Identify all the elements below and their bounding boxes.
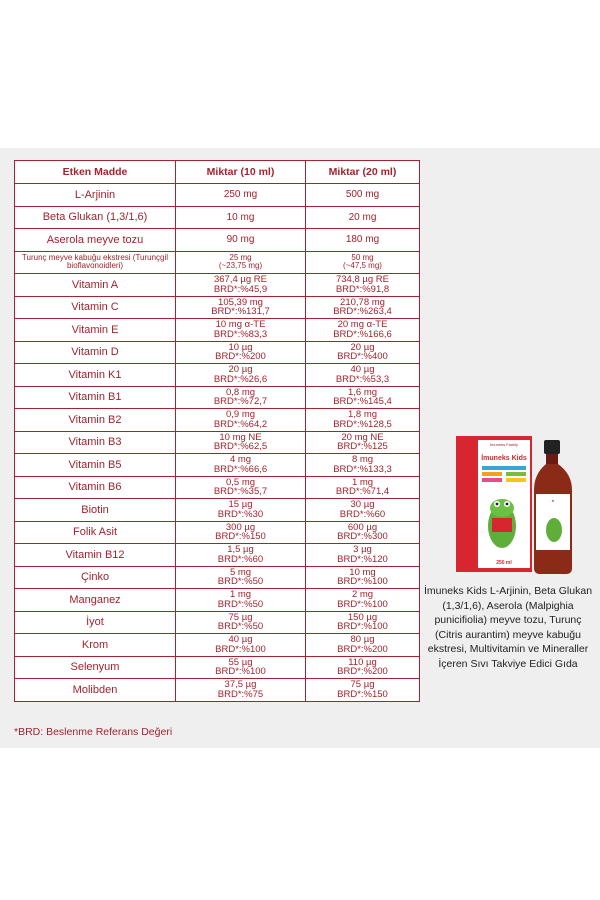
amount-10ml-cell (176, 634, 306, 657)
amount-value: 1 mg (229, 589, 252, 601)
amount-reference: BRD*:%131,7 (211, 306, 270, 318)
amount-value: 55 µg (228, 656, 253, 668)
amount-reference: BRD*:%60 (339, 508, 386, 520)
amount-10ml-cell (176, 679, 306, 702)
amount-value: 75 µg (228, 611, 253, 623)
amount-value: 4 mg (229, 454, 252, 466)
amount-value: 10 mg NE (219, 431, 262, 443)
amount-reference: BRD*:%26,6 (213, 373, 268, 385)
amount-value: 210,78 mg (340, 296, 385, 308)
amount-value: 2 mg (351, 589, 374, 601)
amount-reference: BRD*:%150 (215, 531, 266, 543)
amount-value: 25 mg (229, 253, 252, 263)
ingredient-name: Aserola meyve tozu (15, 229, 176, 252)
ingredient-name: Vitamin B1 (15, 386, 176, 409)
ingredient-name: Molibden (15, 679, 176, 702)
amount-value: 20 mg α-TE (337, 319, 388, 331)
amount-value: 150 µg (347, 611, 378, 623)
header-amount-20ml: Miktar (20 ml) (306, 161, 420, 184)
amount-10ml-cell (176, 364, 306, 387)
table-row (15, 521, 420, 544)
amount-10ml-cell (176, 521, 306, 544)
amount-value: 15 µg (228, 499, 253, 511)
amount-reference: BRD*:%120 (337, 553, 388, 565)
table-row (15, 251, 420, 274)
amount-value: 5 mg (229, 566, 252, 578)
amount-reference: BRD*:%100 (337, 576, 388, 588)
amount-20ml-cell (306, 656, 420, 679)
amount-value: 20 µg (350, 341, 375, 353)
amount-reference: BRD*:%75 (217, 688, 264, 700)
amount-reference: BRD*:%125 (337, 441, 388, 453)
amount-value: 3 µg (353, 544, 372, 556)
ingredient-name: Vitamin E (15, 319, 176, 342)
table-row (15, 341, 420, 364)
amount-10ml-cell (176, 589, 306, 612)
amount-10ml-cell (176, 274, 306, 297)
amount-reference: BRD*:%64,2 (213, 418, 268, 430)
ingredient-name: Vitamin B3 (15, 431, 176, 454)
amount-20ml-cell (306, 521, 420, 544)
amount-20ml-cell (306, 544, 420, 567)
amount-10ml-cell (176, 544, 306, 567)
table-row (15, 409, 420, 432)
table-row (15, 589, 420, 612)
amount-reference: BRD*:%30 (217, 508, 264, 520)
table-row (15, 656, 420, 679)
amount-value: 10 mg α-TE (215, 319, 266, 331)
ingredient-name: Çinko (15, 566, 176, 589)
table-row (15, 544, 420, 567)
table-row (15, 229, 420, 252)
amount-reference: BRD*:%166,6 (333, 328, 392, 340)
amount-value: 500 mg (345, 189, 380, 200)
ingredient-name: Biotin (15, 499, 176, 522)
amount-value: 1,6 mg (347, 386, 378, 398)
table-row (15, 184, 420, 207)
amount-value: 734,8 µg RE (335, 274, 389, 286)
amount-reference: (~47,5 mg) (343, 261, 382, 271)
amount-reference: BRD*:%263,4 (333, 306, 392, 318)
amount-20ml-cell (306, 611, 420, 634)
box-title-text: İmuneks Kids (481, 455, 527, 462)
amount-reference: BRD*:%150 (337, 688, 388, 700)
ingredient-name: Vitamin D (15, 341, 176, 364)
table-row (15, 431, 420, 454)
amount-value: 10 mg (226, 211, 255, 223)
amount-reference: BRD*:%145,4 (333, 396, 392, 408)
amount-value: 80 µg (350, 634, 375, 646)
amount-reference: BRD*:%100 (215, 666, 266, 678)
amount-reference: BRD*:%133,3 (333, 463, 392, 475)
amount-value: 30 µg (350, 499, 375, 511)
amount-value: 110 µg (348, 656, 377, 668)
box-volume-text: 250 ml (496, 560, 512, 566)
amount-value: 1 mg (351, 476, 374, 488)
ingredient-name: Folik Asit (15, 521, 176, 544)
amount-20ml-cell (306, 431, 420, 454)
box-brand-text: İmuneks Family (489, 442, 519, 447)
product-caption: İmuneks Kids L-Arjinin, Beta Glukan (1,3/1,6), Aserola (Malpighia punicifiolia) meyve tozu, Turunç (Citris aurantim) meyve kabuğu ekstresi, Multivitamin ve Mineraller İçeren Sıvı Takviye Edici Gıda (423, 585, 593, 670)
table-row (15, 611, 420, 634)
amount-reference: BRD*:%400 (337, 351, 388, 363)
amount-20ml-cell (306, 296, 420, 319)
amount-value: 37,5 µg (224, 679, 257, 691)
table-row (15, 476, 420, 499)
amount-value: 600 µg (347, 521, 378, 533)
header-ingredient: Etken Madde (15, 161, 176, 184)
ingredient-name: Vitamin B6 (15, 476, 176, 499)
table-body (15, 184, 420, 702)
amount-20ml-cell (306, 409, 420, 432)
ingredient-name: Vitamin B5 (15, 454, 176, 477)
footnote: *BRD: Beslenme Referans Değeri (14, 726, 173, 738)
amount-20ml-cell (306, 364, 420, 387)
table-row (15, 319, 420, 342)
amount-value: 10 µg (228, 341, 253, 353)
ingredient-name: Selenyum (15, 656, 176, 679)
amount-reference: BRD*:%71,4 (335, 486, 390, 498)
amount-reference: BRD*:%66,6 (213, 463, 268, 475)
amount-value: 20 mg NE (341, 431, 384, 443)
amount-reference: BRD*:%83,3 (213, 328, 268, 340)
amount-reference: (~23,75 mg) (218, 261, 263, 271)
amount-value: 300 µg (225, 521, 256, 533)
amount-10ml-cell (176, 229, 306, 252)
amount-reference: BRD*:%300 (337, 531, 388, 543)
amount-value: 20 µg (228, 364, 253, 376)
ingredient-name: Turunç meyve kabuğu ekstresi (Turunçgil bioflavonoidleri) (15, 251, 176, 274)
amount-reference: BRD*:%200 (215, 351, 266, 363)
table-row (15, 499, 420, 522)
amount-20ml-cell (306, 274, 420, 297)
amount-10ml-cell (176, 454, 306, 477)
amount-20ml-cell (306, 206, 420, 229)
product-image (448, 430, 598, 580)
amount-value: 105,39 mg (218, 296, 263, 308)
amount-10ml-cell (176, 409, 306, 432)
amount-20ml-cell (306, 476, 420, 499)
amount-10ml-cell (176, 341, 306, 364)
amount-20ml-cell (306, 566, 420, 589)
ingredient-name: Vitamin K1 (15, 364, 176, 387)
amount-reference: BRD*:%200 (337, 666, 388, 678)
amount-reference: BRD*:%45,9 (213, 283, 268, 295)
amount-value: 75 µg (350, 679, 375, 691)
ingredient-name: Vitamin C (15, 296, 176, 319)
amount-value: 50 mg (351, 253, 374, 263)
amount-value: 0,8 mg (225, 386, 256, 398)
amount-value: 367,4 µg RE (213, 274, 267, 286)
amount-value: 180 mg (345, 234, 380, 245)
amount-20ml-cell (306, 589, 420, 612)
amount-value: 90 mg (226, 234, 255, 245)
amount-10ml-cell (176, 184, 306, 207)
amount-20ml-cell (306, 386, 420, 409)
amount-reference: BRD*:%50 (217, 621, 264, 633)
table-row (15, 634, 420, 657)
amount-20ml-cell (306, 454, 420, 477)
amount-value: 250 mg (223, 189, 258, 200)
amount-reference: BRD*:%100 (337, 598, 388, 610)
amount-reference: BRD*:%100 (337, 621, 388, 633)
table-row (15, 454, 420, 477)
ingredient-name: Vitamin A (15, 274, 176, 297)
svg-text:●: ● (551, 498, 555, 503)
amount-reference: BRD*:%50 (217, 598, 264, 610)
ingredient-name: Vitamin B12 (15, 544, 176, 567)
amount-10ml-cell (176, 431, 306, 454)
amount-reference: BRD*:%100 (215, 643, 266, 655)
table-header-row (15, 161, 420, 184)
amount-20ml-cell (306, 679, 420, 702)
amount-10ml-cell (176, 386, 306, 409)
table-row (15, 364, 420, 387)
amount-10ml-cell (176, 476, 306, 499)
amount-reference: BRD*:%91,8 (335, 283, 390, 295)
amount-reference: BRD*:%60 (217, 553, 264, 565)
amount-reference: BRD*:%128,5 (333, 418, 392, 430)
amount-10ml-cell (176, 611, 306, 634)
table-row (15, 566, 420, 589)
table-row (15, 679, 420, 702)
table-row (15, 296, 420, 319)
amount-10ml-cell (176, 499, 306, 522)
amount-10ml-cell (176, 206, 306, 229)
table-row (15, 274, 420, 297)
header-amount-10ml: Miktar (10 ml) (176, 161, 306, 184)
amount-20ml-cell (306, 341, 420, 364)
amount-value: 1,5 µg (227, 544, 254, 556)
ingredient-name: L-Arjinin (15, 184, 176, 207)
amount-20ml-cell (306, 229, 420, 252)
ingredient-name: Manganez (15, 589, 176, 612)
amount-value: 20 mg (348, 211, 377, 223)
amount-20ml-cell (306, 319, 420, 342)
amount-value: 40 µg (228, 634, 253, 646)
ingredient-name: İyot (15, 611, 176, 634)
amount-20ml-cell (306, 251, 420, 274)
amount-reference: BRD*:%53,3 (335, 373, 390, 385)
amount-10ml-cell (176, 656, 306, 679)
amount-value: 0,5 mg (225, 476, 256, 488)
amount-10ml-cell (176, 319, 306, 342)
ingredient-name: Vitamin B2 (15, 409, 176, 432)
ingredient-name: Krom (15, 634, 176, 657)
amount-10ml-cell (176, 251, 306, 274)
nutrition-table (14, 160, 420, 702)
amount-reference: BRD*:%72,7 (213, 396, 268, 408)
amount-20ml-cell (306, 634, 420, 657)
amount-value: 8 mg (351, 454, 374, 466)
amount-value: 0,9 mg (225, 409, 256, 421)
table-row (15, 386, 420, 409)
ingredient-name: Beta Glukan (1,3/1,6) (15, 206, 176, 229)
table-row (15, 206, 420, 229)
amount-20ml-cell (306, 499, 420, 522)
amount-20ml-cell (306, 184, 420, 207)
amount-10ml-cell (176, 296, 306, 319)
amount-reference: BRD*:%200 (337, 643, 388, 655)
amount-reference: BRD*:%62,5 (213, 441, 268, 453)
amount-value: 40 µg (350, 364, 375, 376)
amount-10ml-cell (176, 566, 306, 589)
amount-value: 1,8 mg (347, 409, 378, 421)
amount-reference: BRD*:%35,7 (213, 486, 268, 498)
amount-value: 10 mg (349, 566, 376, 578)
amount-reference: BRD*:%50 (217, 576, 264, 588)
